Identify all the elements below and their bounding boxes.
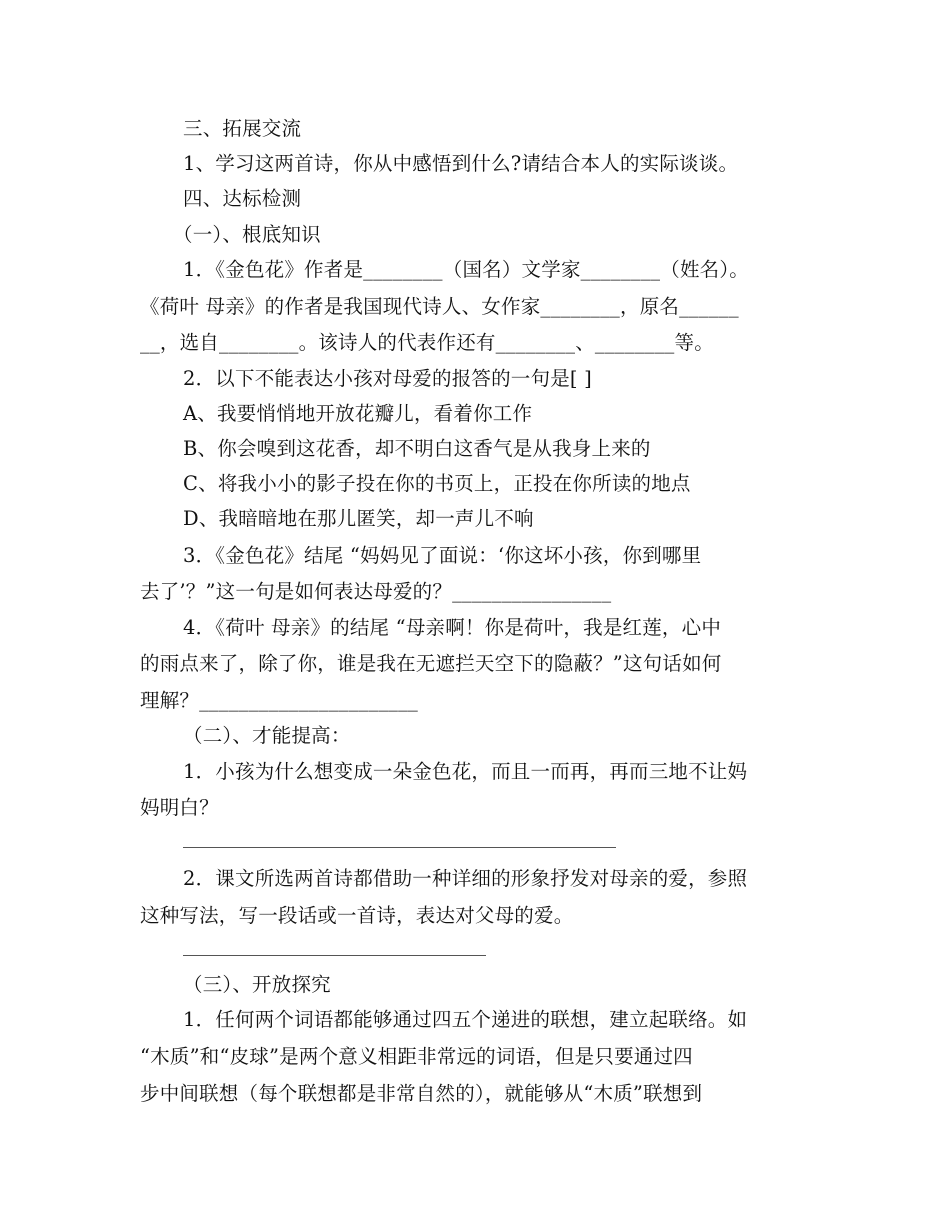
- question-4-line-1: 4．《荷叶 母亲》的结尾 “母亲啊！你是荷叶，我是红莲，心中: [183, 616, 722, 639]
- question-4-line-3: 理解？______________________: [140, 689, 418, 712]
- open-question-1-line-3: 步中间联想（每个联想都是非常自然的），就能够从“木质”联想到: [140, 1082, 703, 1105]
- answer-line: [183, 847, 616, 848]
- subsection-basic-knowledge: （一）、根底知识: [173, 223, 321, 246]
- open-question-1-line-1: 1．任何两个词语都能够通过四五个递进的联想，建立起联络。如: [183, 1008, 748, 1031]
- question-2: 2．以下不能表达小孩对母爱的报答的一句是[ ]: [183, 367, 592, 390]
- subsection-ability: （二）、才能提高：: [183, 724, 351, 747]
- question-1-line-1: 1．《金色花》作者是________（国名）文学家________（姓名）。: [183, 258, 750, 281]
- option-b: B、你会嗅到这花香，却不明白这香气是从我身上来的: [183, 437, 651, 460]
- subsection-open-inquiry: （三）、开放探究: [183, 973, 331, 996]
- question-4-line-2: 的雨点来了，除了你，谁是我在无遮拦天空下的隐蔽？”这句话如何: [140, 652, 722, 675]
- question-1-line-3: __，选自________。该诗人的代表作还有________、________等。: [140, 331, 714, 354]
- option-c: C、将我小小的影子投在你的书页上，正投在你所读的地点: [183, 472, 691, 495]
- option-a: A、我要悄悄地开放花瓣儿，看着你工作: [183, 402, 533, 425]
- section-heading-expand: 三、拓展交流: [183, 117, 302, 140]
- option-d: D、我暗暗地在那儿匿笑，却一声儿不响: [183, 507, 534, 530]
- open-question-1-line-2: “木质”和“皮球”是两个意义相距非常远的词语，但是只要通过四: [140, 1045, 693, 1068]
- ability-question-1-line-2: 妈明白？: [140, 796, 219, 819]
- section-heading-test: 四、达标检测: [183, 187, 302, 210]
- question-reflection: 1、学习这两首诗，你从中感悟到什么?请结合本人的实际谈谈。: [183, 152, 739, 175]
- question-1-line-2: 《荷叶 母亲》的作者是我国现代诗人、女作家________，原名______: [140, 295, 739, 318]
- ability-question-2-line-2: 这种写法，写一段话或一首诗，表达对父母的爱。: [140, 904, 574, 927]
- ability-question-2-line-1: 2．课文所选两首诗都借助一种详细的形象抒发对母亲的爱，参照: [183, 867, 748, 890]
- answer-line: [183, 955, 486, 956]
- question-3-line-2: 去了’？”这一句是如何表达母爱的？________________: [140, 580, 612, 603]
- question-3-line-1: 3．《金色花》结尾 “妈妈见了面说：‘你这坏小孩，你到哪里: [183, 544, 702, 567]
- ability-question-1-line-1: 1．小孩为什么想变成一朵金色花，而且一而再，再而三地不让妈: [183, 760, 748, 783]
